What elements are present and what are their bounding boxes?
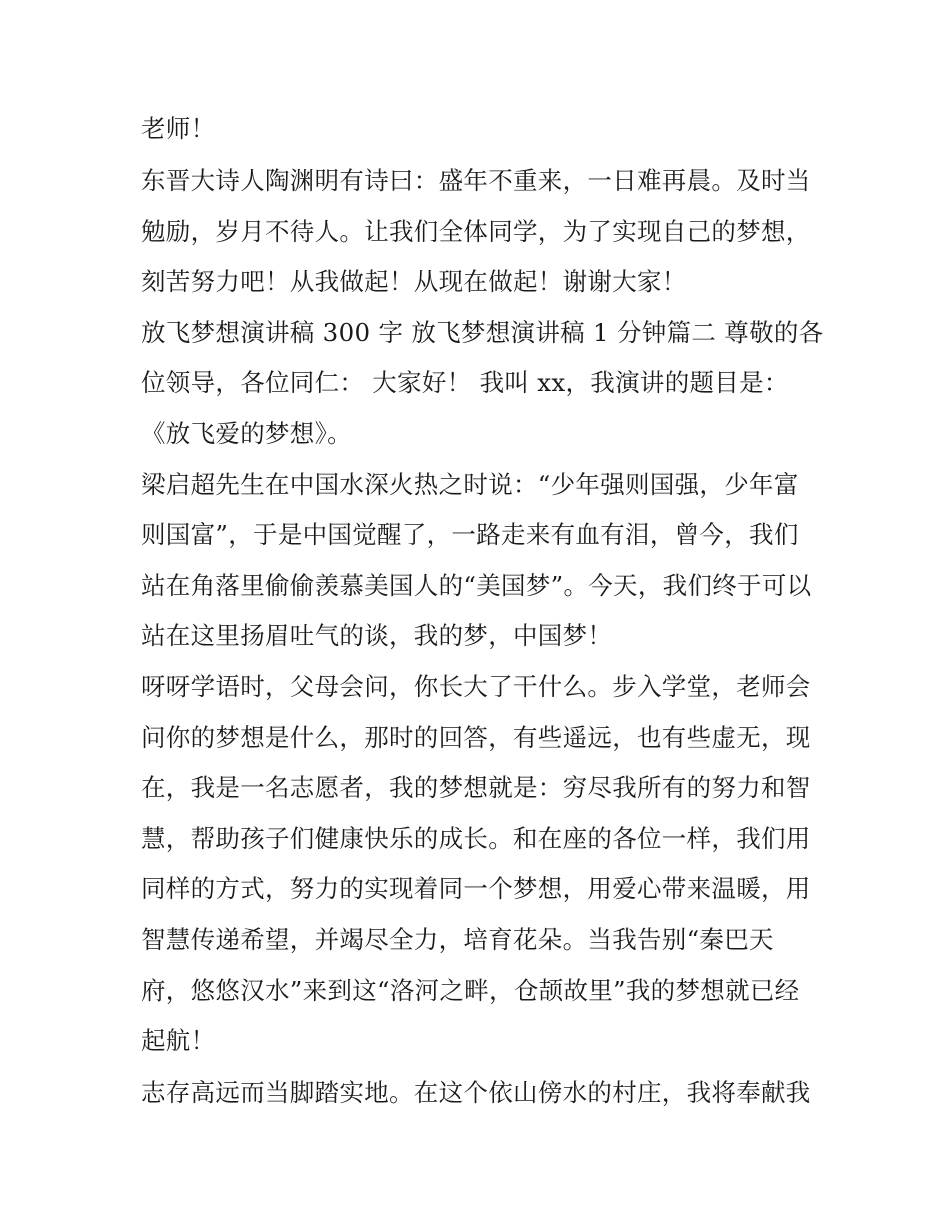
text-line: 府，悠悠汉水”来到这“洛河之畔，仓颉故里”我的梦想就已经: [141, 976, 800, 1005]
text-line: 起航！: [141, 1026, 216, 1055]
text-line: 东晋大诗人陶渊明有诗曰：盛年不重来，一日难再晨。及时当: [141, 166, 811, 195]
text-line: 勉励，岁月不待人。让我们全体同学，为了实现自己的梦想，: [141, 217, 811, 246]
text-line: 在，我是一名志愿者，我的梦想就是：穷尽我所有的努力和智: [141, 773, 811, 802]
text-line: 慧，帮助孩子们健康快乐的成长。和在座的各位一样，我们用: [141, 824, 811, 853]
text-line: 站在这里扬眉吐气的谈，我的梦，中国梦！: [141, 621, 613, 650]
text-line: 位领导，各位同仁： 大家好！ 我叫 xx，我演讲的题目是：: [141, 368, 789, 397]
text-line: 放飞梦想演讲稿 300 字 放飞梦想演讲稿 1 分钟篇二 尊敬的各: [141, 318, 824, 347]
text-line: 刻苦努力吧！从我做起！从现在做起！谢谢大家！: [141, 267, 687, 296]
text-line: 站在角落里偷偷羡慕美国人的“美国梦”。今天，我们终于可以: [141, 571, 812, 600]
text-line: 梁启超先生在中国水深火热之时说：“少年强则国强，少年富: [141, 470, 799, 499]
text-line: 同样的方式，努力的实现着同一个梦想，用爱心带来温暖，用: [141, 874, 811, 903]
text-line: 《放飞爱的梦想》。: [141, 419, 352, 448]
text-line: 则国富”，于是中国觉醒了，一路走来有血有泪，曾今，我们: [141, 520, 799, 549]
text-line: 老师！: [141, 114, 216, 143]
text-line: 志存高远而当脚踏实地。在这个依山傍水的村庄，我将奉献我: [141, 1078, 811, 1107]
text-line: 问你的梦想是什么，那时的回答，有些遥远，也有些虚无，现: [141, 723, 811, 752]
text-line: 智慧传递希望，并竭尽全力，培育花朵。当我告别“秦巴天: [141, 925, 774, 954]
text-line: 呀呀学语时，父母会问，你长大了干什么。步入学堂，老师会: [141, 672, 811, 701]
